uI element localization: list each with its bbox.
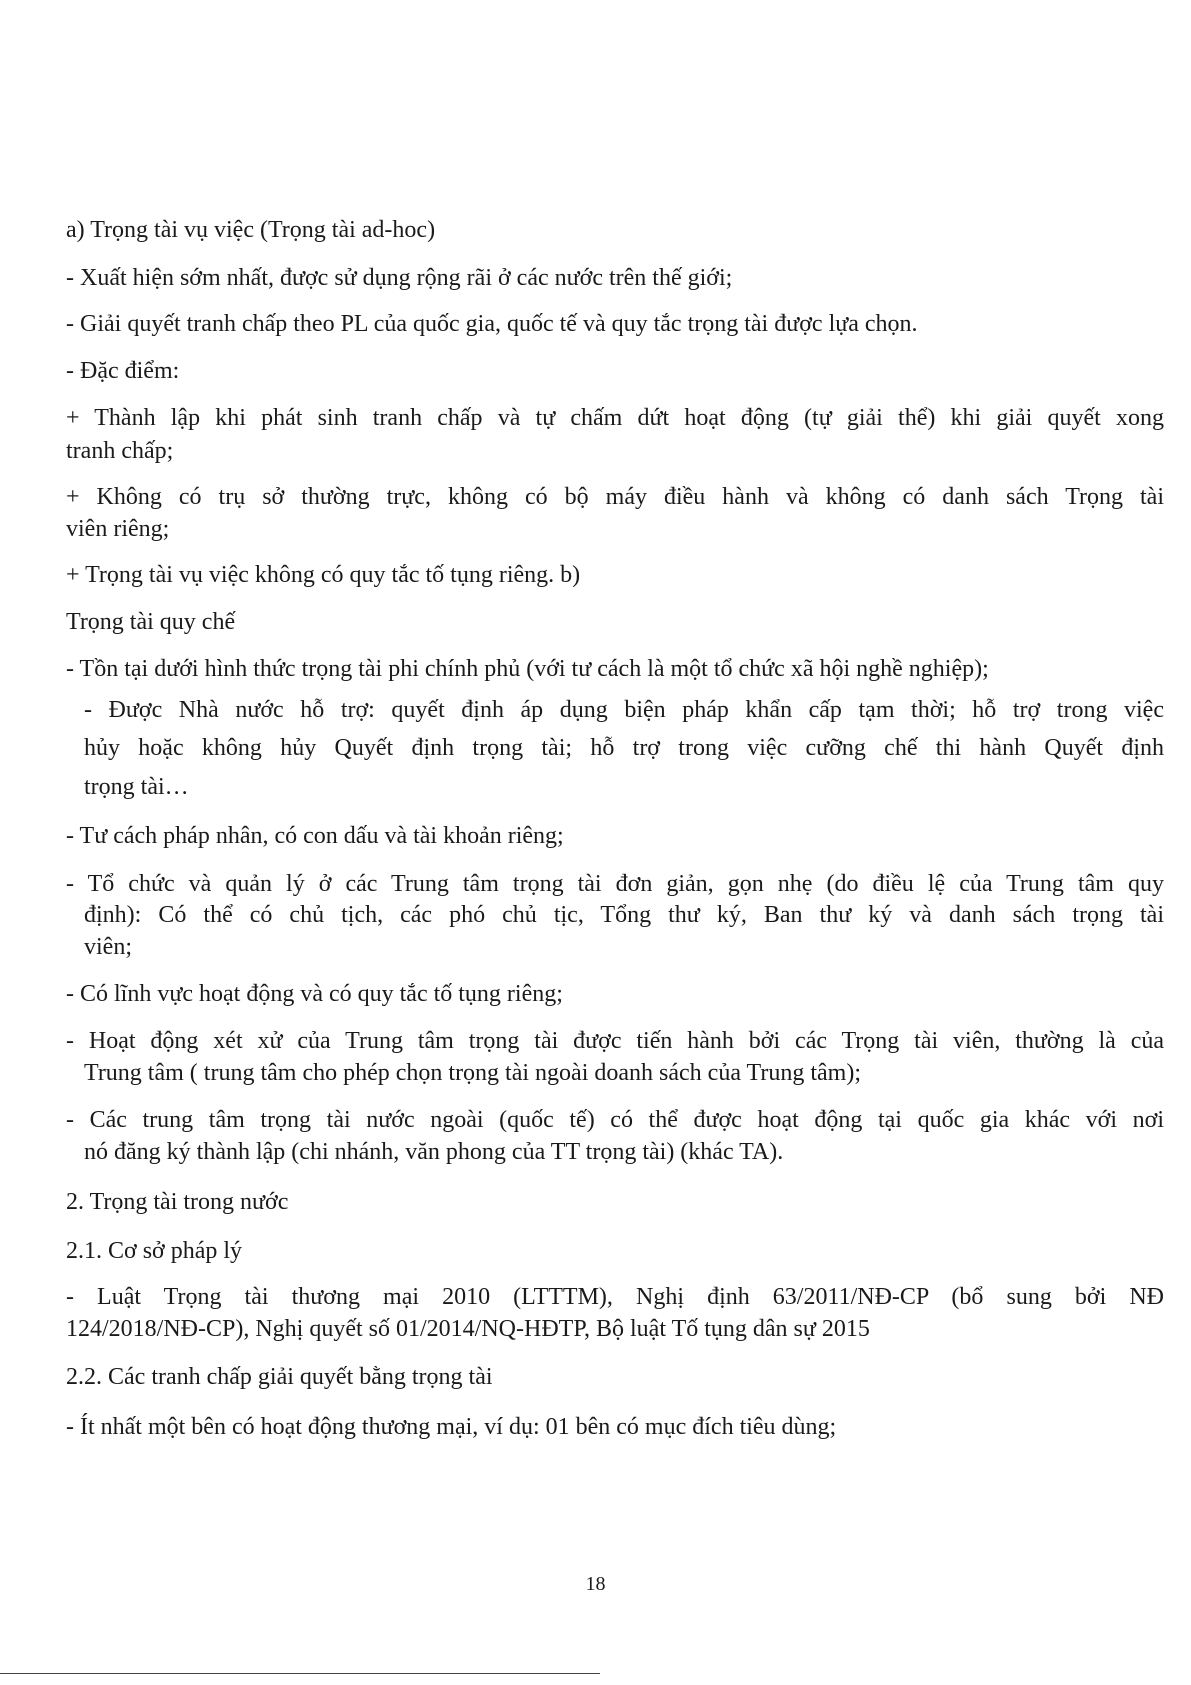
paragraph-line: trọng tài… (84, 774, 189, 800)
paragraph-line: - Ít nhất một bên có hoạt động thương mại, ví dụ: 01 bên có mục đích tiêu dùng; (66, 1414, 837, 1440)
paragraph-line: nó đăng ký thành lập (chi nhánh, văn phong của TT trọng tài) (khác TA). (84, 1139, 784, 1165)
paragraph-line: - Được Nhà nước hỗ trợ: quyết định áp dụng biện pháp khẩn cấp tạm thời; hỗ trợ trong việc (84, 697, 1164, 723)
page-number: 18 (585, 1573, 606, 1595)
paragraph-line: hủy hoặc không hủy Quyết định trọng tài; hỗ trợ trong việc cưỡng chế thi hành Quyết định (84, 735, 1164, 761)
paragraph-line: Trung tâm ( trung tâm cho phép chọn trọng tài ngoài doanh sách của Trung tâm); (84, 1060, 861, 1086)
paragraph-line: - Tổ chức và quản lý ở các Trung tâm trọng tài đơn giản, gọn nhẹ (do điều lệ của Trung tâm quy (66, 871, 1164, 897)
paragraph-line: định): Có thể có chủ tịch, các phó chủ tịc, Tổng thư ký, Ban thư ký và danh sách trọng tài (84, 902, 1164, 928)
section-heading-trong-nuoc: 2. Trọng tài trong nước (66, 1189, 289, 1215)
section-heading-co-so-phap-ly: 2.1. Cơ sở pháp lý (66, 1238, 243, 1264)
paragraph-line: - Tồn tại dưới hình thức trọng tài phi chính phủ (với tư cách là một tổ chức xã hội nghề nghiệp); (66, 656, 989, 682)
paragraph-line: viên riêng; (66, 516, 170, 542)
paragraph-line: - Các trung tâm trọng tài nước ngoài (quốc tế) có thể được hoạt động tại quốc gia khác với nơi (66, 1107, 1164, 1133)
paragraph-line: - Tư cách pháp nhân, có con dấu và tài khoản riêng; (66, 823, 564, 849)
paragraph-line: - Giải quyết tranh chấp theo PL của quốc gia, quốc tế và quy tắc trọng tài được lựa chọn. (66, 311, 918, 337)
paragraph-line: + Trọng tài vụ việc không có quy tắc tố tụng riêng. b) (66, 562, 581, 588)
footer-divider (0, 1673, 600, 1674)
paragraph-line: + Thành lập khi phát sinh tranh chấp và tự chấm dứt hoạt động (tự giải thể) khi giải quyết xong (66, 405, 1164, 431)
section-heading-cac-tranh-chap: 2.2. Các tranh chấp giải quyết bằng trọng tài (66, 1364, 493, 1390)
paragraph-line: - Có lĩnh vực hoạt động và có quy tắc tố tụng riêng; (66, 981, 563, 1007)
paragraph-line: - Hoạt động xét xử của Trung tâm trọng tài được tiến hành bởi các Trọng tài viên, thường là của (66, 1028, 1164, 1054)
paragraph-line: - Xuất hiện sớm nhất, được sử dụng rộng rãi ở các nước trên thế giới; (66, 265, 733, 291)
paragraph-line: - Đặc điểm: (66, 358, 180, 384)
section-heading-quy-che: Trọng tài quy chế (66, 609, 236, 635)
paragraph-line: + Không có trụ sở thường trực, không có bộ máy điều hành và không có danh sách Trọng tài (66, 484, 1164, 510)
paragraph-line: viên; (84, 934, 132, 960)
paragraph-line: 124/2018/NĐ-CP), Nghị quyết số 01/2014/NQ-HĐTP, Bộ luật Tố tụng dân sự 2015 (66, 1316, 870, 1342)
section-heading-ad-hoc: a) Trọng tài vụ việc (Trọng tài ad-hoc) (66, 217, 436, 243)
paragraph-line: tranh chấp; (66, 438, 174, 464)
paragraph-line: - Luật Trọng tài thương mại 2010 (LTTTM), Nghị định 63/2011/NĐ-CP (bổ sung bởi NĐ (66, 1284, 1164, 1310)
